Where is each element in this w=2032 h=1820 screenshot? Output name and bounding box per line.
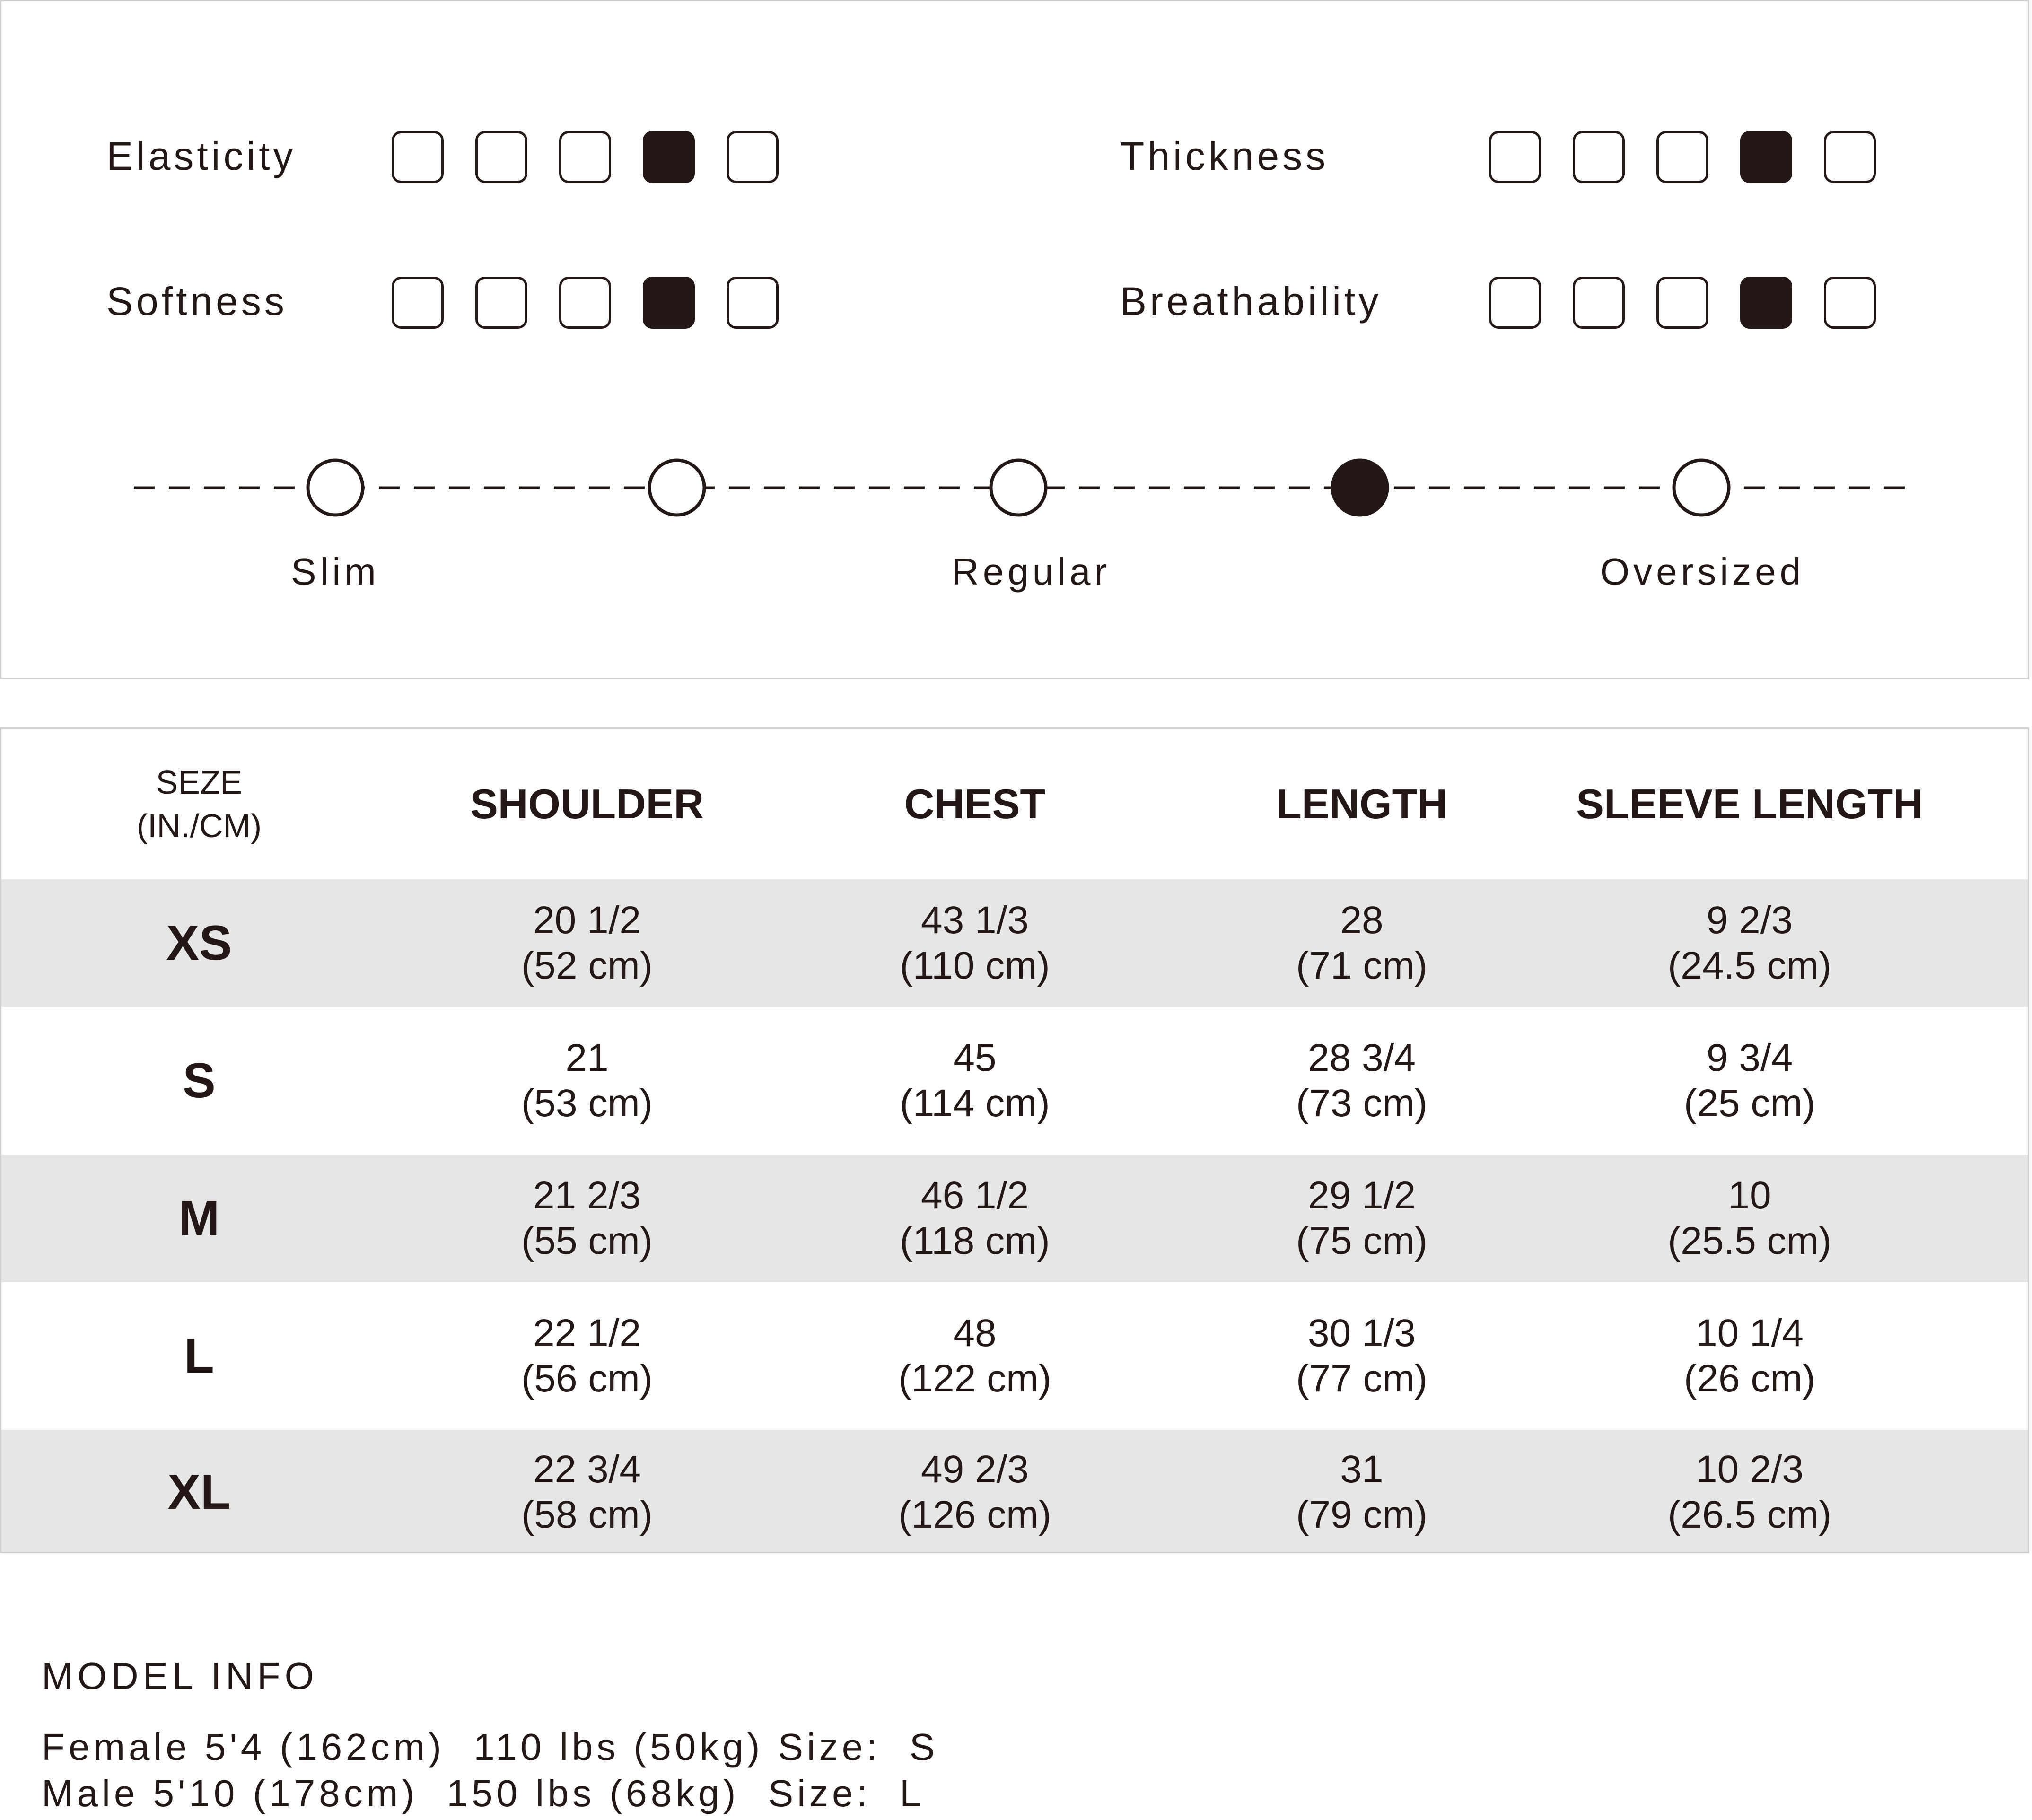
cell-inches: 21 2/3: [533, 1174, 641, 1217]
table-cell: [1684, 1007, 1815, 1155]
cell-cm: (53 cm): [521, 1082, 653, 1125]
fit-point: [991, 460, 1046, 515]
size-cell: S: [183, 1053, 216, 1108]
cell-inches: 10: [1728, 1174, 1771, 1217]
size-chart-table: [0, 727, 2029, 1553]
size-column-header: [137, 729, 262, 879]
attribute-label-softness: Softness: [106, 279, 288, 324]
attribute-label-elasticity: Elasticity: [106, 134, 297, 178]
cell-inches: 31: [1340, 1448, 1384, 1491]
rating-box: [1740, 277, 1792, 329]
model-info-male: Male 5'10 (178cm) 150 lbs (68kg) Size: L: [42, 1772, 925, 1814]
cell-cm: (79 cm): [1296, 1493, 1428, 1536]
size-cell: M: [178, 1191, 220, 1246]
table-cell: [1296, 1282, 1428, 1430]
column-header-sleeve-length: SLEEVE LENGTH: [1576, 780, 1923, 827]
table-header-row: [1, 729, 2029, 879]
fit-label-oversized: Oversized: [1600, 551, 1805, 593]
rating-box: [643, 277, 695, 329]
rating-box: [1740, 131, 1792, 183]
fit-label-slim: Slim: [291, 551, 380, 593]
table-row: [1, 879, 2029, 1007]
table-cell: [1668, 879, 1831, 1007]
cell-inches: 45: [953, 1036, 997, 1079]
table-row: [1, 1282, 2029, 1430]
table-row: [1, 1007, 2029, 1155]
table-row: [1, 1155, 2029, 1282]
table-cell: [1668, 1155, 1831, 1282]
rating-box: [727, 277, 779, 329]
table-cell: [1668, 1430, 1831, 1553]
cell-cm: (24.5 cm): [1667, 944, 1832, 987]
table-cell: [521, 1007, 653, 1155]
cell-cm: (75 cm): [1296, 1219, 1428, 1262]
table-cell: [1296, 879, 1428, 1007]
table-cell: [900, 1007, 1050, 1155]
cell-cm: (58 cm): [521, 1493, 653, 1536]
cell-inches: 48: [953, 1312, 997, 1355]
cell-inches: 46 1/2: [921, 1174, 1029, 1217]
cell-inches: 28: [1340, 899, 1384, 942]
cell-cm: (77 cm): [1296, 1357, 1428, 1400]
attribute-label-breathability: Breathability: [1120, 279, 1382, 324]
cell-cm: (25.5 cm): [1667, 1219, 1832, 1262]
cell-inches: 22 1/2: [533, 1312, 641, 1355]
rating-box: [559, 131, 611, 183]
cell-inches: 10 1/4: [1696, 1312, 1804, 1355]
column-header-shoulder: SHOULDER: [470, 780, 704, 827]
rating-box: [475, 131, 527, 183]
fabric-attributes-panel: [0, 0, 2029, 679]
rating-box: [1656, 277, 1708, 329]
rating-box: [392, 277, 444, 329]
cell-inches: 9 2/3: [1706, 899, 1793, 942]
table-cell: [521, 879, 653, 1007]
column-header-chest: CHEST: [904, 780, 1046, 827]
attribute-label-thickness: Thickness: [1120, 134, 1329, 178]
cell-cm: (56 cm): [521, 1357, 653, 1400]
table-cell: [898, 1282, 1051, 1430]
cell-cm: (26 cm): [1684, 1357, 1815, 1400]
fit-point: [649, 460, 704, 515]
cell-cm: (126 cm): [898, 1493, 1051, 1536]
rating-box: [1489, 277, 1541, 329]
rating-box: [643, 131, 695, 183]
cell-inches: 10 2/3: [1696, 1448, 1804, 1491]
table-cell: [1296, 1007, 1428, 1155]
cell-inches: 43 1/3: [921, 899, 1029, 942]
cell-inches: 28 3/4: [1308, 1036, 1416, 1079]
fit-point: [308, 460, 363, 515]
size-cell: XL: [167, 1465, 231, 1520]
rating-box: [475, 277, 527, 329]
cell-cm: (71 cm): [1296, 944, 1428, 987]
rating-box: [727, 131, 779, 183]
table-cell: [521, 1155, 653, 1282]
cell-cm: (25 cm): [1684, 1082, 1815, 1125]
rating-box: [559, 277, 611, 329]
cell-cm: (26.5 cm): [1667, 1493, 1832, 1536]
table-cell: [1296, 1430, 1428, 1553]
rating-box: [1573, 131, 1625, 183]
cell-cm: (114 cm): [900, 1082, 1050, 1125]
cell-cm: (110 cm): [900, 944, 1050, 987]
table-cell: [1684, 1282, 1815, 1430]
size-column-header-units: (IN./CM): [136, 807, 262, 844]
cell-cm: (52 cm): [521, 944, 653, 987]
table-row: [1, 1430, 2029, 1553]
rating-box: [1489, 131, 1541, 183]
fit-label-regular: Regular: [951, 551, 1111, 593]
rating-box: [1573, 277, 1625, 329]
cell-inches: 29 1/2: [1308, 1174, 1416, 1217]
cell-cm: (118 cm): [900, 1219, 1050, 1262]
table-cell: [900, 879, 1050, 1007]
rating-box: [392, 131, 444, 183]
cell-inches: 22 3/4: [533, 1448, 641, 1491]
model-info-female: Female 5'4 (162cm) 110 lbs (50kg) Size: S: [42, 1726, 939, 1768]
cell-inches: 9 3/4: [1706, 1036, 1793, 1079]
cell-inches: 30 1/3: [1308, 1312, 1416, 1355]
size-column-header-title: SEZE: [156, 764, 243, 801]
cell-inches: 21: [565, 1036, 609, 1079]
model-info-title: MODEL INFO: [42, 1655, 318, 1697]
table-cell: [900, 1155, 1050, 1282]
table-cell: [1296, 1155, 1428, 1282]
size-cell: XS: [166, 916, 232, 971]
fit-point: [1332, 460, 1387, 515]
size-cell: L: [184, 1329, 214, 1383]
rating-box: [1656, 131, 1708, 183]
cell-inches: 20 1/2: [533, 899, 641, 942]
rating-box: [1824, 131, 1876, 183]
cell-cm: (55 cm): [521, 1219, 653, 1262]
table-cell: [521, 1430, 653, 1553]
rating-box: [1824, 277, 1876, 329]
table-cell: [898, 1430, 1051, 1553]
table-cell: [521, 1282, 653, 1430]
column-header-length: LENGTH: [1276, 780, 1447, 827]
cell-cm: (122 cm): [898, 1357, 1051, 1400]
cell-cm: (73 cm): [1296, 1082, 1428, 1125]
fit-point: [1674, 460, 1729, 515]
cell-inches: 49 2/3: [921, 1448, 1029, 1491]
